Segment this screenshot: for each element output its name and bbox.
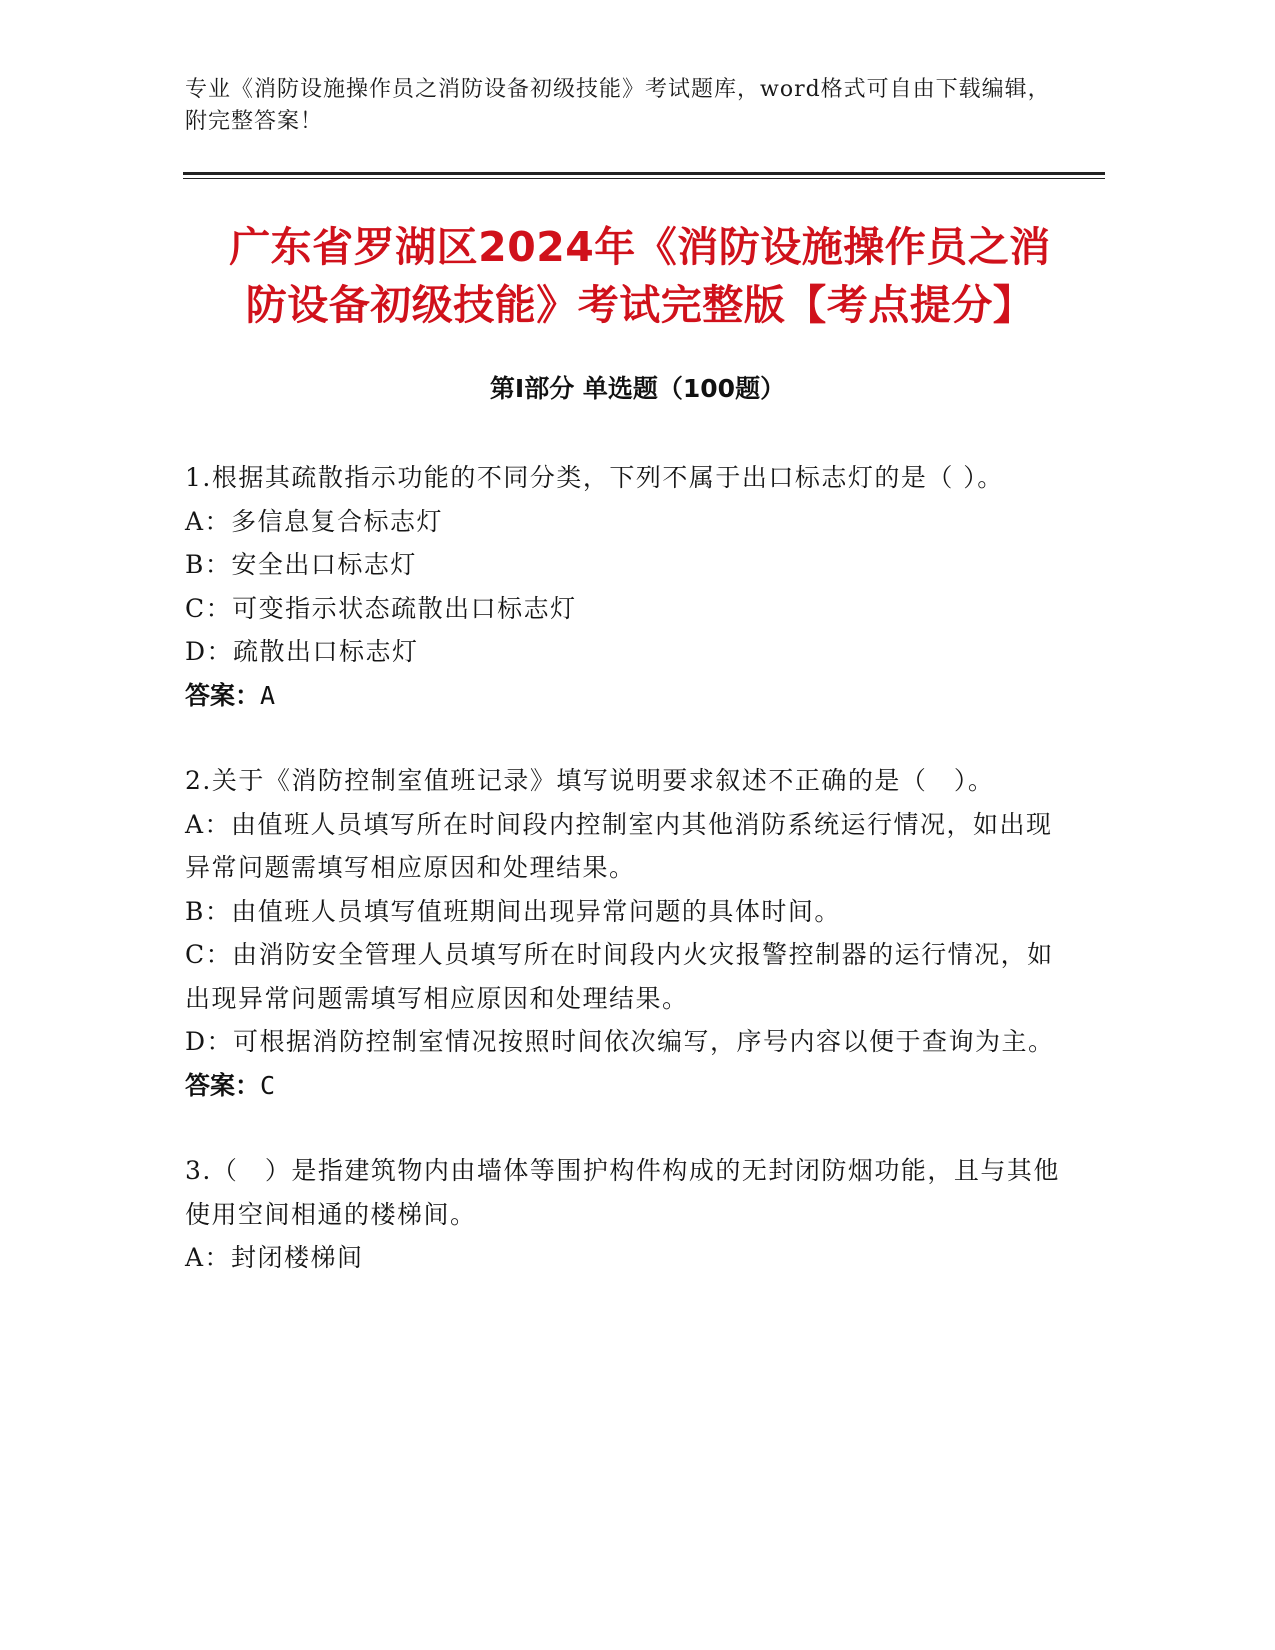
question-1-option-a: A：多信息复合标志灯 <box>185 506 444 536</box>
question-1-text: 1.根据其疏散指示功能的不同分类，下列不属于出口标志灯的是（ ）。 <box>185 463 1004 492</box>
question-list <box>185 456 1065 1322</box>
question-2-option-a: A：由值班人员填写所在时间段内控制室内其他消防系统运行情况，如出现异常问题需填写相应原因和处理结果。 <box>185 809 1053 882</box>
question-2-option-c: C：由消防安全管理人员填写所在时间段内火灾报警控制器的运行情况，如出现异常问题需填写相应原因和处理结果。 <box>185 940 1054 1013</box>
question-1 <box>185 456 1065 717</box>
question-2-option-b: B：由值班人员填写值班期间出现异常问题的具体时间。 <box>185 896 841 926</box>
question-1-option-d: D：疏散出口标志灯 <box>185 637 419 666</box>
question-3 <box>185 1149 1065 1280</box>
document-title <box>160 218 1120 334</box>
answer-value: C <box>260 1070 276 1100</box>
answer-label: 答案： <box>185 680 261 710</box>
question-2-option-d: D：可根据消防控制室情况按照时间依次编写，序号内容以便于查询为主。 <box>185 1027 1055 1056</box>
header-rule-thick <box>183 172 1105 175</box>
question-2-text: 2.关于《消防控制室值班记录》填写说明要求叙述不正确的是（ ）。 <box>185 766 995 795</box>
answer-value: A <box>260 680 276 710</box>
answer-label: 答案： <box>185 1070 261 1100</box>
header-note: 专业《消防设施操作员之消防设备初级技能》考试题库，word格式可自由下载编辑，附完整答案！ <box>185 77 1051 134</box>
question-1-answer <box>185 674 1065 718</box>
question-1-option-c: C：可变指示状态疏散出口标志灯 <box>185 593 577 623</box>
question-3-text: 3.（ ）是指建筑物内由墙体等围护构件构成的无封闭防烟功能，且与其他使用空间相通的楼梯间。 <box>185 1156 1060 1229</box>
question-3-option-a: A：封闭楼梯间 <box>185 1243 364 1272</box>
question-2 <box>185 759 1065 1107</box>
document-title-line-1: 广东省罗湖区2024年《消防设施操作员之消 <box>229 223 1051 271</box>
document-title-line-2: 防设备初级技能》考试完整版【考点提分】 <box>245 281 1035 329</box>
section-heading: 第I部分 单选题（100题） <box>489 374 786 403</box>
question-1-option-b: B：安全出口标志灯 <box>185 550 417 579</box>
header-rule-thin <box>183 178 1105 179</box>
question-2-answer <box>185 1064 1065 1108</box>
